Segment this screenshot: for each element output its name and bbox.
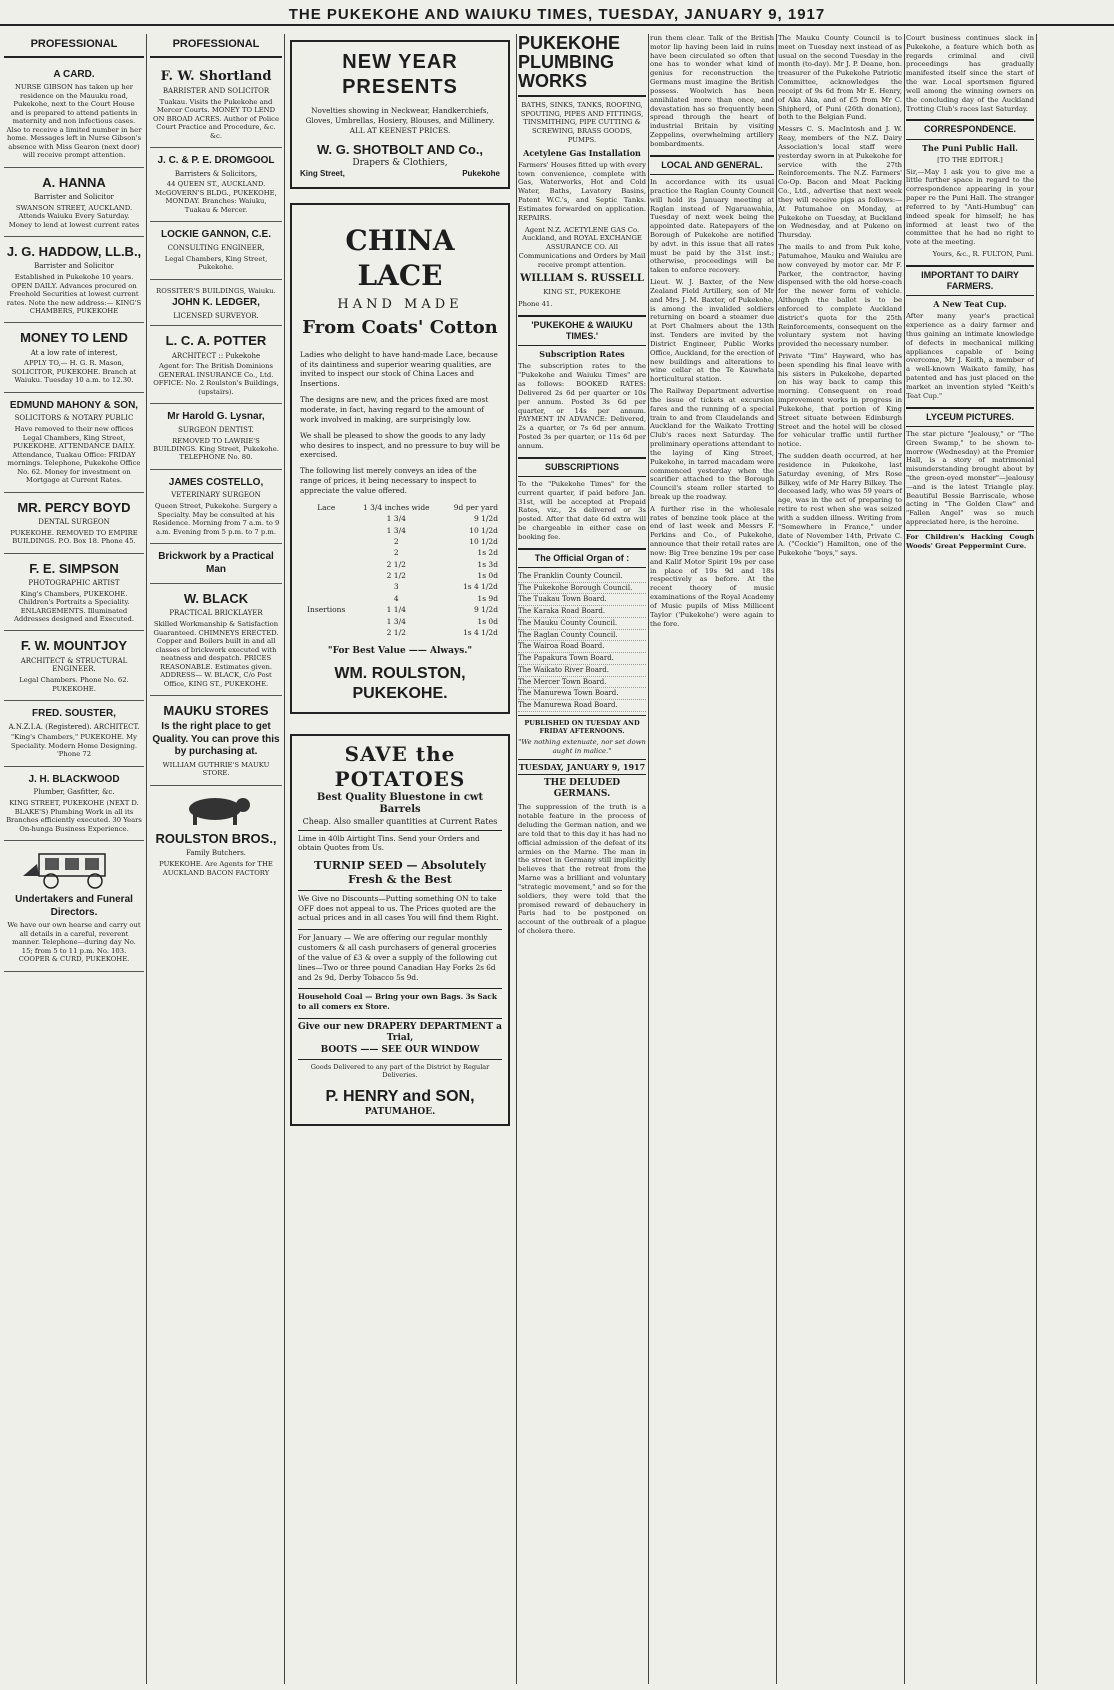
card-body: Skilled Workmanship & Satisfaction Guaranteed. CHIMNEYS ERECTED. Copper and Boilers built in and all classes of brickwork executed with neatness and despatch. PRICES REASONABLE. Estimates given. ADDRESS— W. BLACK, C/o Post Office, KING ST., PUKEKOHE. — [153, 620, 279, 688]
plumbing-addr: KING ST., PUKEKOHE — [543, 288, 621, 297]
subscriptions-title: SUBSCRIPTIONS — [518, 457, 646, 477]
card-body: Established in Pukekohe 10 years. OPEN DAILY. Advances procured on Freehold Securities at lowest current rates. Note the new address:— KING'S CHAMBERS, PUKEKOHE — [6, 273, 142, 315]
card-name: Undertakers and Funeral Directors. — [15, 894, 133, 918]
card-body: PUKEKOHE. REMOVED TO EMPIRE BUILDINGS. P.O. Box 18. Phone 45. — [10, 528, 138, 546]
ad-title: SAVE the POTATOES — [334, 741, 466, 791]
card-body: "King's Chambers," PUKEKOHE. My Speciality. Modern Home Designing. 'Phone 72 — [10, 733, 138, 759]
card-body: NURSE GIBSON has taken up her residence on the Mauuku road, Pukekohe, next to the Court House and is prepared to attend patients in maternity and non infectious cases. Also to receive a limited number in her home. Messages left in Nurse Gibson's absence with Miss Gearon (next door) will receive prompt attention. — [6, 83, 142, 160]
card-body: ROSSITER'S BUILDINGS, Waiuku. — [156, 286, 276, 295]
ad-firm: W. G. SHOTBOLT AND Co., — [316, 141, 484, 157]
plumbing-body: BATHS, SINKS, TANKS, ROOFING, SPOUTING, PIPES AND FITTINGS, TINSMITHING, PIPE CUTTING & SCREWING, BRASS GOODS, PUMPS. — [520, 100, 644, 144]
ad-tins: Lime in 40lb Airtight Tins. Send your Orders and obtain Quotes from Us. — [298, 830, 502, 854]
list-item: The Manurewa Road Board. — [518, 700, 646, 712]
card-body: Tuakau. Visits the Pukekohe and Mercer Courts. MONEY TO LEND ON BROAD ACRES. Author of Police Court Practice and Procedure, &c. &c. — [152, 97, 280, 140]
card-souster — [4, 701, 144, 767]
plumbing-desc: Farmers' Houses fitted up with every town convenience, complete with Gas, Waterworks, Hot and Cold Water, Baths, Lavatory Basins, Patent W.C.'s, and Septic Tanks. Estimates forwarded on application. REPAIRS. — [518, 160, 646, 222]
article-body: The mails to and from Puk kohe, Patumahoe, Mauku and Waiuku are now conveyed by motor car. Mr F. Parker, the contractor, having dispensed with the old horse-coach for the newer form of vehicle. Although the ballot is to be enforced to complete Auckland district's quota for the 25th Reinforcements, consequent on the voluntary system not having provided the necessary number. — [778, 243, 902, 349]
card-sub: Barrister and Solicitor — [34, 262, 114, 271]
card-name: JOHN K. LEDGER, — [172, 297, 260, 309]
column-professional-1 — [4, 34, 144, 1684]
card-black — [150, 584, 282, 696]
column-edge — [1038, 34, 1110, 1684]
price-table — [300, 502, 500, 639]
ad-new-year-presents — [290, 40, 510, 189]
card-name: MONEY TO LEND — [20, 330, 128, 346]
ad-save-potatoes — [290, 734, 510, 1127]
article-body: The sudden death occurred, at her residence in Pukekohe, last Saturday evening, of Mrs Rose Bilkey, wife of Mr Harry Bilkey. The deceased lady, who was 59 years of age, was in the act of preparing to retire to rest when she was seized with a sudden illness. Writing from "Somewhere in France," under date of November 14th, Private C. A. ("Cockie") Hamilton, one of the Pukekohe "boys," says. — [778, 452, 902, 558]
card-sub: A.N.Z.I.A. (Registered). ARCHITECT. — [8, 722, 140, 731]
article-body: Lieut. W. J. Baxter, of the New Zealand Field Artillery, son of Mr and Mrs J. M. Baxter, of Pukekohe, is among the invalided soldiers returning on board a steamer due at Port Chalmers about the 13th inst. Tenders are invited by the District Engineer, Public Works Office, Auckland, for the erection of new buildings and alterations to wine cellar at the Te Kauwhata horticultural station. — [650, 278, 774, 384]
ad-drapery: Give our new DRAPERY DEPARTMENT a Trial, — [298, 1018, 502, 1045]
card-nurse-gibson — [4, 62, 144, 168]
card-lysnar — [150, 404, 282, 470]
table-row: 2 1s 2d — [393, 548, 498, 558]
article-body: Court business continues slack in Pukekohe, a feature which both as regards criminal and civil proceedings has gradually manifested itself since the start of the war. Local sportsmen figured well among the winning owners on the concluding day of the Auckland Trotting Club's races last Saturday. — [906, 34, 1034, 113]
card-name: MR. PERCY BOYD — [17, 499, 131, 515]
card-sub: DENTAL SURGEON — [38, 517, 110, 526]
card-name: L. C. A. POTTER — [165, 333, 267, 349]
table-row: 2 1/2 1s 0d — [386, 571, 498, 580]
letter-body: Sir,—May I ask you to give me a little further space in regard to the correspondence appearing in your paper re the Puni Hall. The stranger referred to by "Anti-Humbug" can indeed speak for himself; he has informed at least two of the committee that he had no right to vote at the meeting. — [906, 167, 1034, 247]
ad-january: For January — We are offering our regular monthly customers & all cash purchasers of general groceries of the value of £3 & over a supply of the following cut lines—Two or three pound Canadian Hay Forks 2s 6d and 2s 9d, Derby Tobacco 5s 9d. — [298, 929, 502, 982]
card-sub: Barristers & Solicitors, — [174, 169, 258, 178]
card-gannon — [150, 222, 282, 279]
table-row: 4 1s 9d — [393, 593, 498, 603]
ad-sub: Best Quality Bluestone in cwt Barrels — [316, 791, 484, 815]
card-name: F. E. SIMPSON — [29, 560, 119, 576]
ad-boots: BOOTS —— SEE OUR WINDOW — [320, 1044, 480, 1055]
card-mountjoy — [4, 631, 144, 701]
card-name: FRED. SOUSTER, — [32, 708, 116, 720]
local-general-title: LOCAL AND GENERAL. — [650, 155, 774, 175]
card-body: PUKEKOHE. Are Agents for THE AUCKLAND BACON FACTORY — [159, 860, 273, 877]
lyceum-title: LYCEUM PICTURES. — [906, 407, 1034, 427]
article-body: The Railway Department advertise the issue of tickets at excursion fares and the running of a special train to and from Claudelands and Auckland for the Waikato Trotting Club's races next Saturday. The preliminary operations attendant to the laying of King Street, Pukekohe, in tarred macadam were commenced yesterday when the scarifier attached to the Borough Council's steam roller started to break up the roadway. — [650, 387, 774, 501]
ad-place: PATUMAHOE. — [364, 1107, 436, 1118]
card-name: J. G. HADDOW, LL.B., — [6, 244, 142, 260]
list-item: The Mauku County Council. — [518, 618, 646, 630]
card-name: J. H. BLACKWOOD — [28, 773, 120, 785]
list-item: The Pukekohe Borough Council. — [518, 583, 646, 595]
table-row: 1 3/4 9 1/2d — [386, 514, 498, 524]
column-local-news — [650, 34, 774, 1684]
ad-firm: WM. ROULSTON, PUKEKOHE. — [334, 664, 466, 702]
column-correspondence — [906, 34, 1034, 1684]
column-rule — [284, 34, 285, 1684]
list-item: The Manurewa Town Board. — [518, 688, 646, 700]
card-mahony — [4, 393, 144, 493]
card-roulston-bros — [150, 786, 282, 884]
ad-paragraph: The designs are new, and the prices fixed are most moderate, in fact, having regard to the amount of work involved in making, are surprisingly low. — [300, 395, 489, 424]
card-name: F. W. Shortland — [160, 68, 272, 84]
card-body: Legal Chambers. Phone No. 62. PUKEKOHE. — [19, 676, 129, 693]
dairy-title: IMPORTANT TO DAIRY FARMERS. — [906, 265, 1034, 297]
letter-sign: Yours, &c., R. FULTON, Puni. — [932, 249, 1034, 258]
ad-paragraph: We shall be pleased to show the goods to any lady who desires to inspect, and no pressure to buy will be exercised. — [300, 430, 500, 460]
correspondence-title: CORRESPONDENCE. — [906, 119, 1034, 139]
section-header: PROFESSIONAL — [150, 34, 282, 58]
card-body: WILLIAM GUTHRIE'S MAUKU STORE. — [162, 760, 270, 778]
article-body: In accordance with its usual practice the Raglan County Council will hold its January meeting at Raglan instead of Ngaruawahia, Tuesday of next week being the appointed date. Ratepayers of the Borough of Pukekohe are notified by advt. in this issue that all rates must be paid by the 31st inst.; otherwise, proceedings will be taken to enforce recovery. — [650, 178, 774, 275]
article-body: After many year's practical experience as a dairy farmer and thus gaining an intimate knowledge of defects in mechanical milking appliances capable of being overcome, Mr J. Keith, a member of a well-known Waikato family, has patented and has just placed on the market an invention styled "Keith's Teat Cup." — [906, 312, 1034, 400]
published-note: PUBLISHED ON TUESDAY AND FRIDAY AFTERNOONS. — [518, 715, 646, 735]
ad-china-lace — [290, 203, 510, 713]
card-name: JAMES COSTELLO, — [168, 476, 264, 488]
table-row: Lace 1 3/4 inches wide 9d per yard — [317, 502, 498, 512]
card-sub: LICENSED SURVEYOR. — [173, 311, 259, 320]
list-item: The Raglan County Council. — [518, 630, 646, 642]
card-sub: ARCHITECT & STRUCTURAL ENGINEER. — [20, 656, 128, 674]
ad-body: Novelties showing in Neckwear, Handkerchiefs, Gloves, Umbrellas, Hosiery, Blouses, and Millinery. ALL AT KEENEST PRICES. — [305, 106, 495, 135]
official-organ-list — [518, 571, 646, 712]
ad-paragraph: Ladies who delight to have hand-made Lace, because of its daintiness and superior wearing qualities, are invited to inspect our stock of China Laces and Insertions. — [300, 349, 498, 389]
plumbing-title: PUKEKOHE PLUMBING WORKS — [518, 34, 646, 97]
plumbing-agent: Agent N.Z. ACETYLENE GAS Co. Auckland, and ROYAL EXCHANGE ASSURANCE CO. All Communications and Orders by Mail receive prompt attention. — [518, 225, 646, 269]
table-row: 3 1s 4 1/2d — [393, 582, 498, 592]
official-organ-title: The Official Organ of : — [518, 548, 646, 568]
card-name: A. HANNA — [42, 174, 106, 190]
column-rule — [904, 34, 905, 1684]
card-money-to-lend — [4, 323, 144, 392]
card-mauku-stores — [150, 696, 282, 786]
column-rule — [776, 34, 777, 1684]
plumbing-acetylene: Acetylene Gas Installation — [523, 147, 641, 158]
card-body: APPLY TO,— H. G. R. Mason, SOLICITOR, PUKEKOHE. Branch at Waiuku. Tuesday 10 a.m. to 12.30. — [11, 359, 137, 385]
list-item: The Franklin County Council. — [518, 571, 646, 583]
ad-household: Household Coal — Bring your own Bags. 3s Sack to all comers ex Store. — [298, 988, 502, 1012]
card-brickwork — [150, 544, 282, 584]
times-body: The subscription rates to the "Pukekohe and Waiuku Times" are as follows: BOOKED RATES: Delivered 2s 6d per quarter or 10s per annum. Posted 3s 6d per quarter, or 14s per annum. PAYMENT IN ADVANCE: Delivered, 2s a quarter, or 7s 6d per annum. Posted 3s per quarter, or 11s 6d per annum. — [518, 362, 646, 450]
ad-title: NEW YEAR PRESENTS — [342, 51, 458, 98]
card-dromgool — [150, 148, 282, 222]
card-name: J. C. & P. E. DROMGOOL — [157, 155, 275, 167]
ad-slogan: "For Best Value —— Always." — [327, 646, 473, 657]
hearse-icon — [19, 846, 129, 890]
card-blackwood — [4, 767, 144, 841]
table-row: 1 3/4 1s 0d — [386, 616, 498, 626]
card-body: KING STREET, PUKEKOHE (NEXT D. BLAKE'S) Plumbing Work in all its Branches efficiently executed. 30 Years On-hunga Business Experience. — [6, 799, 142, 833]
list-item: The Mercer Town Board. — [518, 677, 646, 689]
letter-editor: [TO THE EDITOR.] — [937, 155, 1003, 164]
section-header: PROFESSIONAL — [4, 34, 144, 58]
card-name: Mr Harold G. Lysnar, — [167, 411, 265, 423]
ad-firm: P. HENRY and SON, — [325, 1088, 475, 1106]
list-item: The Waikato River Board. — [518, 665, 646, 677]
card-sub: Family Butchers. — [185, 849, 247, 858]
ad-title: CHINA LACE — [345, 224, 455, 293]
article-body: Messrs C. S. MacIntosh and J. W. Reay, members of the N.Z. Dairy Association's local staff were yesterday sworn in at Pukekohe for service with the 27th Reinforcements. The N.Z. Farmers' Co-Op. Bacon and Meat Packing Co., Ltd., advertise that next week they will receive pigs as follows:—At Patumahoe on Monday, at Pukekohe on Tuesday, at Buckland on Wednesday, and at Pukeno on Thursday. — [778, 125, 902, 240]
article-body: A further rise in the wholesale rates of benzine took place at the end of last week and Messrs F. Perkins and Co., of Pukekohe, announce that their retail rates are now: Big Tree benzine 19s per case and Kalif Motor Spirit 19s per case in place of 19s 9d and 18s respectively as before. At the recent theory of music examinations of the Royal Academy of Music pupils of Miss Millicent Taylor ('Pukekohe') were again to the fore. — [650, 504, 774, 628]
article-body: Private "Tim" Hayward, who has been spending his final leave with his sisters in Pukekohe, departed on his way back to camp this morning. Consequent on road improvement works in progress in Pukekohe, that portion of King Street situate between Edinburgh Street and the hotel will be closed for vehicular traffic until further notice. — [778, 351, 902, 449]
plumbing-firm: WILLIAM S. RUSSELL — [520, 272, 644, 284]
article-title: THE DELUDED GERMANS. — [543, 777, 620, 800]
card-costello — [150, 470, 282, 544]
ad-discounts: We Give no Discounts—Putting something ON to take OFF does not appeal to us. The Prices quoted are the actual prices and in all cases You will find them Right. — [298, 890, 502, 924]
times-sub: Subscription Rates — [539, 349, 625, 360]
column-rule — [146, 34, 147, 1684]
card-sub: PRACTICAL BRICKLAYER — [169, 609, 263, 618]
card-name: A CARD. — [53, 68, 95, 80]
masthead: THE PUKEKOHE AND WAIUKU TIMES, TUESDAY, JANUARY 9, 1917 — [0, 0, 1114, 26]
ad-trade: Drapers & Clothiers, — [352, 157, 448, 168]
article-body: The star picture "Jealousy," or "The Green Swamp," to be shown to-morrow (Wednesday) at the Premier Hall, is a story of matrimonial misunderstanding brought about by "the green-eyed monster"—jealousy—and is the latest Triangle play. Beautiful Bessie Barriscale, whose acting in "The Golden Claw" and "Fallen Angel" was so much appreciated here, is the heroine. — [906, 429, 1034, 527]
card-percy-boyd — [4, 493, 144, 554]
card-hanna — [4, 168, 144, 237]
card-name: LOCKIE GANNON, C.E. — [160, 229, 271, 241]
table-row: 2 1/2 1s 3d — [386, 559, 498, 569]
column-professional-2 — [150, 34, 282, 1684]
letter-title: The Puni Public Hall. — [922, 142, 1018, 153]
ad-turnip: TURNIP SEED — Absolutely Fresh & the Best — [314, 859, 486, 886]
card-body: Have removed to their new offices Legal Chambers, King Street, PUKEKOHE. ATTENDANCE DAILY. Attendance, Tuakau Office: FRIDAY mornings. Telephone, Pukekohe Office No. 62. Money for investment on Mortgage at Current Rates. — [7, 425, 141, 485]
card-sub: Barrister and Solicitor — [34, 192, 114, 201]
column-rule — [516, 34, 517, 1684]
card-sub: Is the right place to get Quality. You can prove this by purchasing at. — [152, 721, 280, 758]
column-advertisements — [286, 34, 514, 1684]
card-body: SWANSON STREET, AUCKLAND. Attends Waiuku Every Saturday. Money to lend at lowest current rates — [8, 203, 140, 229]
card-shortland — [150, 62, 282, 148]
ad-subtitle: HAND MADE — [337, 297, 463, 313]
card-body: Queen Street, Pukekohe. Surgery a Specialty. May be consulted at his Residence. Morning from 7 a.m. to 9 a.m. Evening from 5 p.m. to 7 p.m. — [152, 502, 280, 536]
card-name: W. BLACK — [183, 591, 249, 607]
motto: "We nothing extenuate, nor set down aught in malice." — [518, 738, 646, 756]
card-undertakers — [4, 841, 144, 972]
table-row: 2 10 1/2d — [393, 536, 498, 546]
article-body: The suppression of the truth is a notable feature in the process of deluding the German nation, and we are told that to this day it has had no official admission of the defeat of its armies on the Marne. The man in the street in Germany still implicitly believes that the retreat from the Marne was a brilliant and voluntary "strategic movement," and so for the soldiers, they were told that the promised reward of debauchery in Paris had to be postponed on account of the outbreak of a plague of cholera there. — [518, 803, 646, 935]
bull-icon — [171, 791, 261, 827]
card-sub: VETERINARY SURGEON — [171, 491, 261, 500]
card-ledger — [150, 280, 282, 327]
times-title: 'PUKEKOHE & WAIUKU TIMES.' — [518, 315, 646, 347]
plumbing-phone: Phone 41. — [518, 300, 553, 309]
card-name: Brickwork by a Practical Man — [158, 551, 274, 575]
card-body: REMOVED TO LAWRIE'S BUILDINGS. King Street, Pukekohe. TELEPHONE No. 80. — [153, 436, 279, 462]
table-row: Insertions 1 1/4 9 1/2d — [307, 605, 498, 615]
card-name: EDMUND MAHONY & SON, — [9, 399, 139, 411]
card-body: Legal Chambers, King Street, Pukekohe. — [164, 254, 268, 272]
card-sub: ARCHITECT :: Pukekohe — [171, 351, 261, 360]
card-sub: SOLICITORS & NOTARY PUBLIC — [14, 414, 134, 423]
card-sub: At a low rate of interest, — [30, 348, 118, 357]
table-row: 2 1/2 1s 4 1/2d — [386, 627, 498, 637]
ad-paragraph: The following list merely conveys an idea of the range of prices, it being necessary to inspect to appreciate the value offered. — [300, 466, 477, 495]
article-body: run them clear. Talk of the British motor lip having been laid in ruins have been circulated so often that one has to wonder what kind of genius for reconstruction the Germans must imagine the British possess. Woolwich has been annihilated more than once, and devastation has so frequently been spread through the heart of industrial Britain by visiting Zeppelins, overwhelming artillery bombardments. — [650, 34, 774, 148]
card-body: Agent for: The British Dominions GENERAL INSURANCE Co., Ltd. OFFICE: No. 2 Roulston's Buildings, (upstairs). — [153, 362, 279, 396]
ad-place-right: Pukekohe — [462, 169, 500, 179]
ad-place-left: King Street, — [300, 169, 345, 179]
card-name: MAUKU STORES — [163, 703, 269, 719]
card-sub: Plumber, Gasfitter, &c. — [33, 788, 115, 797]
list-item: The Wairoa Road Board. — [518, 641, 646, 653]
list-item: The Papakura Town Board. — [518, 653, 646, 665]
column-rule — [648, 34, 649, 1684]
card-body: King's Chambers, PUKEKOHE. Children's Portraits a Speciality. ENLARGEMENTS. Illuminated Addresses designed and Executed. — [13, 589, 135, 623]
card-name: F. W. MOUNTJOY — [20, 638, 128, 654]
article-body: The Mauku County Council is to meet on Tuesday next instead of as usual on the second Tuesday in the month (to-day). Mr J. P. Deane, hon. treasurer of the Pukekohe Patriotic Committee, acknowledges the receipt of 9s 6d from Mr E. Henry, of Aka Aka, and of £5 from Mr C. Shipherd, of Puni (26th donation), both to the Belgian Fund. — [778, 34, 902, 122]
column-rule — [1036, 34, 1037, 1684]
card-potter — [150, 326, 282, 404]
ad-cotton: From Coats' Cotton — [302, 317, 498, 339]
card-body: 44 QUEEN ST., AUCKLAND. McGOVERN'S BLDG., PUKEKOHE, MONDAY. Branches: Waiuku, Tuakau & Mercer. — [155, 180, 277, 214]
table-row: 1 3/4 10 1/2d — [386, 525, 498, 535]
column-plumbing-and-notices — [518, 34, 646, 1684]
column-local-news-2 — [778, 34, 902, 1684]
subscriptions-body: To the "Pukekohe Times" for the current quarter, if paid before Jan. 31st, will be accepted at Prepaid Rates, viz., 2s delivered or 3s posted. After that date 6d extra will be chargeable in either case on booking fee. — [518, 479, 646, 541]
issue-date: TUESDAY, JANUARY 9, 1917 — [518, 759, 646, 775]
card-haddow — [4, 237, 144, 323]
ad-footer: Goods Delivered to any part of the District by Regular Deliveries. — [298, 1059, 502, 1079]
card-simpson — [4, 554, 144, 632]
card-sub: SURGEON DENTIST. — [178, 425, 254, 434]
footer-advert: For Children's Hacking Cough Woods' Great Peppermint Cure. — [906, 530, 1034, 551]
card-body: We have our own hearse and carry out all details in a careful, reverent manner. Telephone—during day No. 15; from 5 to 11 p.m. No. 103. COOPER & CURD, PUKEKOHE. — [7, 921, 141, 964]
ad-cheap: Cheap. Also smaller quantities at Current Rates — [302, 816, 498, 826]
list-item: The Karaka Road Board. — [518, 606, 646, 618]
card-sub: CONSULTING ENGINEER, — [167, 243, 265, 252]
card-sub: PHOTOGRAPHIC ARTIST — [28, 578, 120, 587]
list-item: The Tuakau Town Board. — [518, 594, 646, 606]
card-name: ROULSTON BROS., — [155, 831, 277, 847]
card-sub: BARRISTER AND SOLICITOR — [162, 87, 270, 95]
teat-cup-title: A New Teat Cup. — [933, 299, 1007, 310]
